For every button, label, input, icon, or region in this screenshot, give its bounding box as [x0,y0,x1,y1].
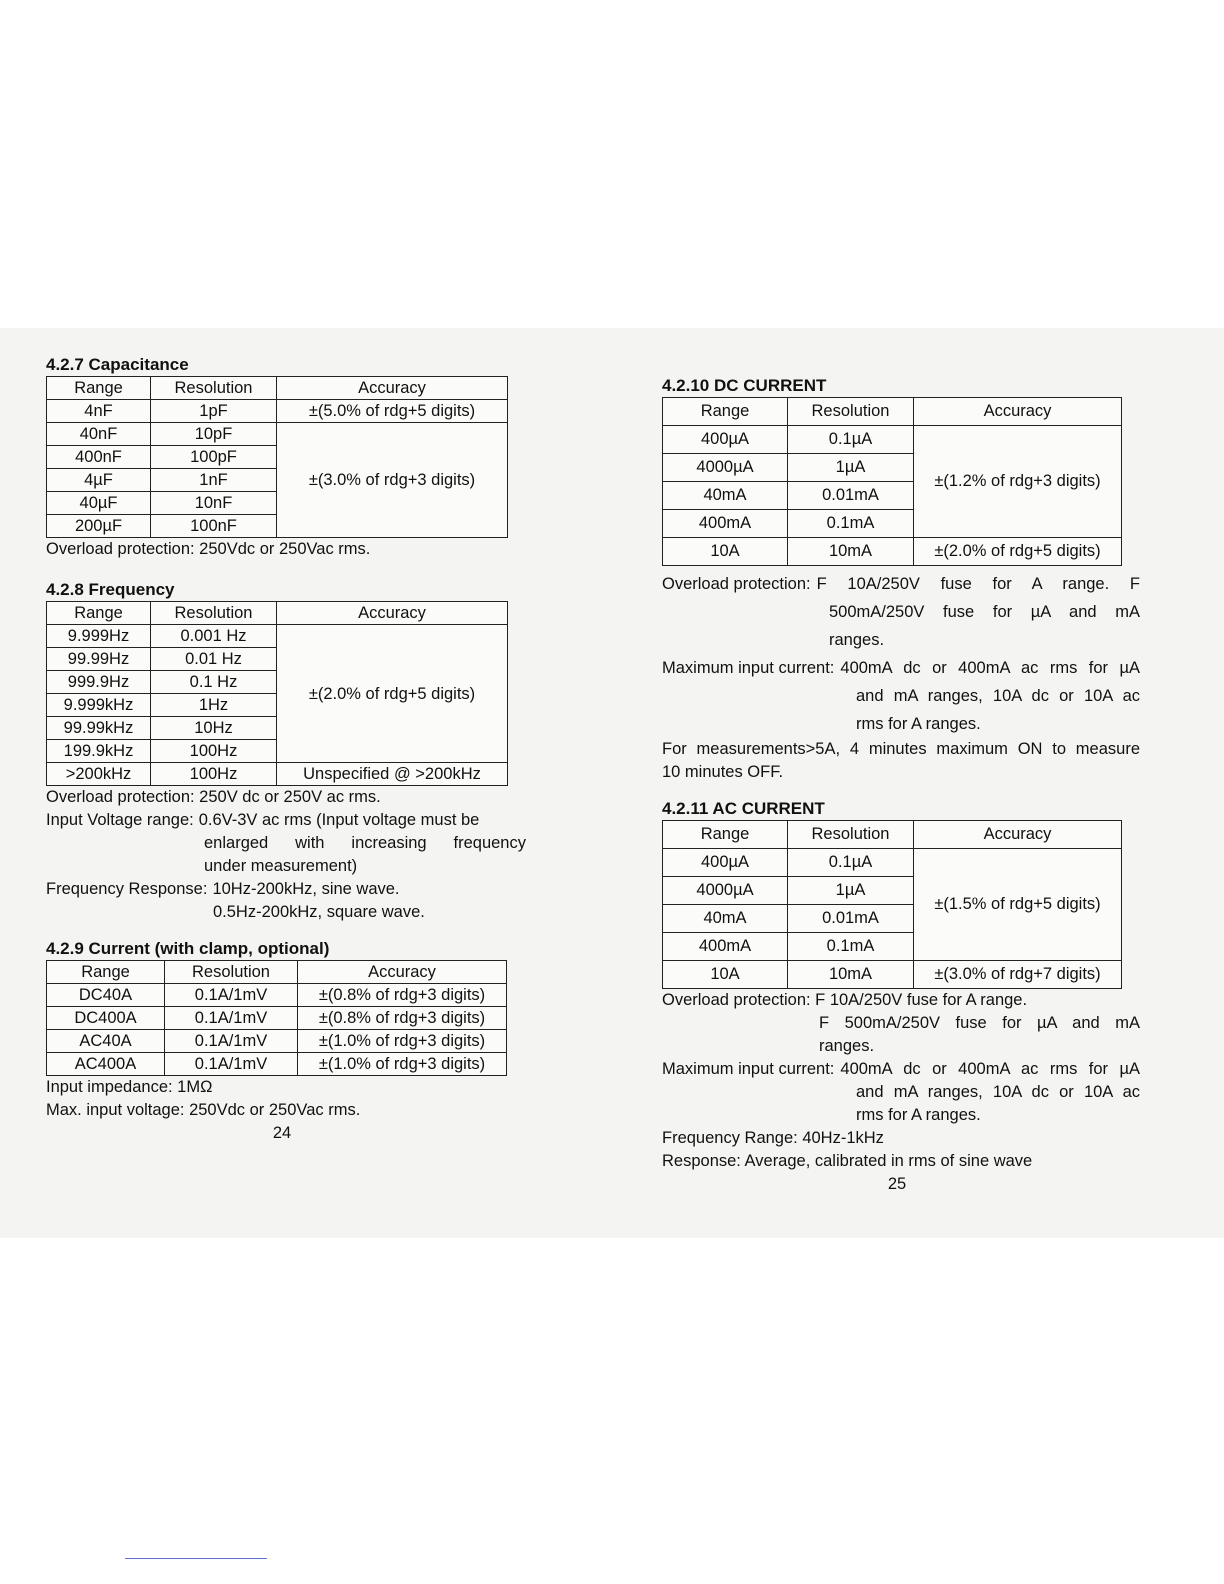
resolution-cell: 1µA [788,877,914,905]
max-current-line: rms for A ranges. [856,715,981,733]
range-cell: AC40A [47,1030,165,1053]
resolution-cell: 10mA [788,961,914,989]
max-current-line: 400mA dc or 400mA ac rms for µA [840,1060,1140,1078]
resolution-cell: 0.1 Hz [151,671,277,694]
resolution-cell: 0.1µA [788,849,914,877]
clamp-current-table [46,960,507,1076]
table-row [663,538,1122,566]
resolution-cell: 100nF [151,515,277,538]
accuracy-cell: ±(5.0% of rdg+5 digits) [277,400,508,423]
table-row [47,984,507,1007]
range-cell: 40mA [663,482,788,510]
col-header-resolution: Resolution [165,961,298,984]
max-current-label: Maximum input current: [662,1060,835,1078]
right-page [662,375,1140,1196]
range-cell: 99.99kHz [47,717,151,740]
resolution-cell: 0.001 Hz [151,625,277,648]
resolution-cell: 0.1A/1mV [165,1030,298,1053]
accuracy-cell: ±(3.0% of rdg+7 digits) [914,961,1122,989]
input-voltage-line: enlarged with increasing frequency [204,834,526,852]
col-header-range: Range [663,398,788,426]
table-row [47,625,508,648]
col-header-accuracy: Accuracy [277,377,508,400]
range-cell: 4µF [47,469,151,492]
overload-line: ranges. [829,631,885,649]
range-cell: 40nF [47,423,151,446]
accuracy-cell: ±(1.0% of rdg+3 digits) [298,1053,507,1076]
resolution-cell: 0.1A/1mV [165,1053,298,1076]
max-current-line: and mA ranges, 10A dc or 10A ac [856,687,1140,705]
ac-current-table [662,820,1122,989]
col-header-accuracy: Accuracy [914,821,1122,849]
frequency-response-line: 0.5Hz-200kHz, square wave. [213,903,425,921]
range-cell: 400mA [663,510,788,538]
ac-overload-note: Overload protection: F 10A/250V fuse for A range. [662,991,1028,1009]
resolution-cell: 10Hz [151,717,277,740]
frequency-table [46,601,508,786]
input-voltage-line: under measurement) [204,857,358,875]
table-row [47,1030,507,1053]
input-voltage-note [46,809,526,832]
max-input-voltage-note: Max. input voltage: 250Vdc or 250Vac rms. [46,1101,361,1119]
overload-line: F 10A/250V fuse for A range. F [816,575,1140,593]
resolution-cell: 100Hz [151,763,277,786]
col-header-accuracy: Accuracy [298,961,507,984]
accuracy-cell: ±(0.8% of rdg+3 digits) [298,1007,507,1030]
range-cell: 199.9kHz [47,740,151,763]
resolution-cell: 100Hz [151,740,277,763]
accuracy-cell: ±(3.0% of rdg+3 digits) [277,423,508,538]
accuracy-cell: ±(1.0% of rdg+3 digits) [298,1030,507,1053]
col-header-range: Range [47,961,165,984]
frequency-response-line: 10Hz-200kHz, sine wave. [212,880,400,898]
resolution-cell: 10nF [151,492,277,515]
range-cell: AC400A [47,1053,165,1076]
ac-overload-line: ranges. [819,1037,875,1055]
col-header-resolution: Resolution [788,821,914,849]
dc-overload-note [662,570,1140,738]
resolution-cell: 1pF [151,400,277,423]
resolution-cell: 10mA [788,538,914,566]
capacitance-overload-note: Overload protection: 250Vdc or 250Vac rms. [46,540,371,558]
range-cell: DC40A [47,984,165,1007]
range-cell: 400nF [47,446,151,469]
input-voltage-line: 0.6V-3V ac rms (Input voltage must be [198,811,480,829]
accuracy-cell: ±(1.5% of rdg+5 digits) [914,849,1122,961]
resolution-cell: 0.01mA [788,905,914,933]
resolution-cell: 100pF [151,446,277,469]
range-cell: 400µA [663,426,788,454]
accuracy-cell: ±(1.2% of rdg+3 digits) [914,426,1122,538]
col-header-accuracy: Accuracy [277,602,508,625]
table-row [47,1053,507,1076]
range-cell: >200kHz [47,763,151,786]
accuracy-cell: Unspecified @ >200kHz [277,763,508,786]
table-row [47,1007,507,1030]
frequency-response-label: Frequency Response: [46,880,208,898]
resolution-cell: 0.1A/1mV [165,1007,298,1030]
col-header-accuracy: Accuracy [914,398,1122,426]
range-cell: DC400A [47,1007,165,1030]
table-row [663,426,1122,454]
accuracy-cell: ±(2.0% of rdg+5 digits) [914,538,1122,566]
dc-current-heading: 4.2.10 DC CURRENT [662,376,827,395]
max-current-line: rms for A ranges. [856,1106,981,1124]
resolution-cell: 0.01 Hz [151,648,277,671]
table-row [663,961,1122,989]
range-cell: 9.999kHz [47,694,151,717]
range-cell: 40µF [47,492,151,515]
resolution-cell: 0.1A/1mV [165,984,298,1007]
frequency-response-note [46,878,526,901]
resolution-cell: 1nF [151,469,277,492]
blue-underline-mark [125,1558,267,1559]
max-current-line: and mA ranges, 10A dc or 10A ac [856,1083,1140,1101]
resolution-cell: 0.01mA [788,482,914,510]
input-impedance-note: Input impedance: 1MΩ [46,1078,213,1096]
range-cell: 200µF [47,515,151,538]
range-cell: 4000µA [663,454,788,482]
range-cell: 999.9Hz [47,671,151,694]
range-cell: 400µA [663,849,788,877]
response-note: Response: Average, calibrated in rms of sine wave [662,1152,1033,1170]
resolution-cell: 1µA [788,454,914,482]
range-cell: 9.999Hz [47,625,151,648]
frequency-overload-note: Overload protection: 250V dc or 250V ac rms. [46,788,381,806]
range-cell: 400mA [663,933,788,961]
resolution-cell: 0.1mA [788,510,914,538]
table-row [47,423,508,446]
col-header-resolution: Resolution [151,377,277,400]
range-cell: 4nF [47,400,151,423]
measurement-note: For measurements>5A, 4 minutes maximum ON to measure [662,740,1140,758]
col-header-range: Range [47,377,151,400]
table-row [47,400,508,423]
page-number-right: 25 [887,1175,907,1193]
ac-max-current-note [662,1058,1140,1081]
input-voltage-label: Input Voltage range: [46,811,194,829]
capacitance-table [46,376,508,538]
resolution-cell: 1Hz [151,694,277,717]
col-header-range: Range [663,821,788,849]
measurement-note: 10 minutes OFF. [662,763,784,781]
range-cell: 4000µA [663,877,788,905]
table-row [663,849,1122,877]
col-header-range: Range [47,602,151,625]
range-cell: 99.99Hz [47,648,151,671]
frequency-heading: 4.2.8 Frequency [46,580,175,599]
max-current-label: Maximum input current: [662,659,835,677]
clamp-current-heading: 4.2.9 Current (with clamp, optional) [46,939,330,958]
dc-current-table [662,397,1122,566]
range-cell: 40mA [663,905,788,933]
col-header-resolution: Resolution [151,602,277,625]
resolution-cell: 10pF [151,423,277,446]
range-cell: 10A [663,961,788,989]
resolution-cell: 0.1mA [788,933,914,961]
resolution-cell: 0.1µA [788,426,914,454]
table-row [47,763,508,786]
overload-line: 500mA/250V fuse for µA and mA [829,603,1140,621]
range-cell: 10A [663,538,788,566]
overload-label: Overload protection: [662,575,811,593]
ac-overload-line: F 500mA/250V fuse for µA and mA [819,1014,1140,1032]
page-number-left: 24 [272,1124,292,1142]
frequency-range-note: Frequency Range: 40Hz-1kHz [662,1129,884,1147]
left-page [46,354,526,1145]
capacitance-heading: 4.2.7 Capacitance [46,355,189,374]
ac-current-heading: 4.2.11 AC CURRENT [662,799,825,818]
col-header-resolution: Resolution [788,398,914,426]
max-current-line: 400mA dc or 400mA ac rms for µA [840,659,1140,677]
accuracy-cell: ±(0.8% of rdg+3 digits) [298,984,507,1007]
accuracy-cell: ±(2.0% of rdg+5 digits) [277,625,508,763]
